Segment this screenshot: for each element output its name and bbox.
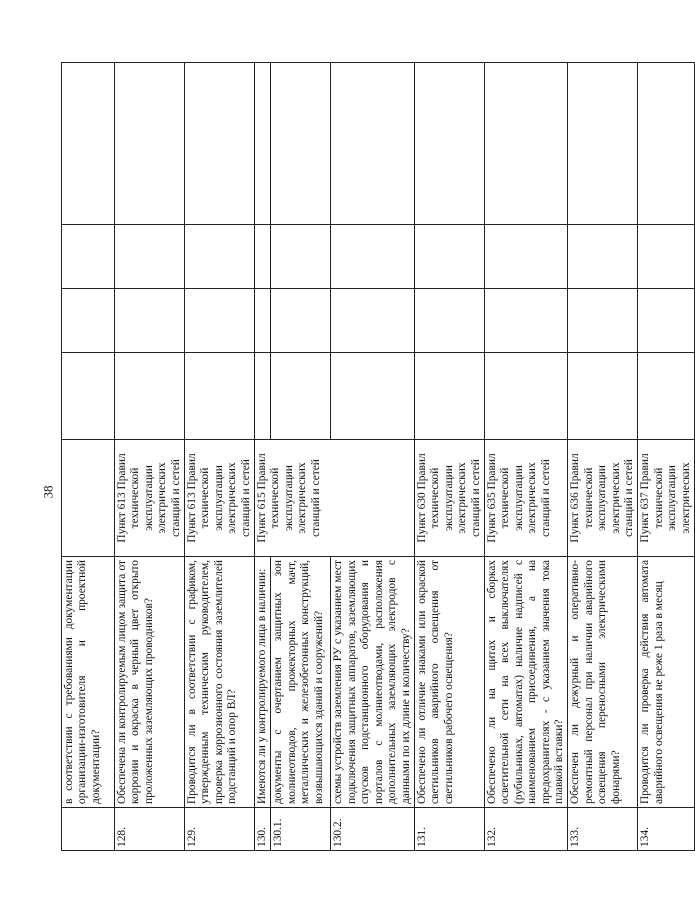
answer-cell [414,225,484,289]
table-row [185,63,255,851]
row-reference: Пункт 615 Правил технической эксплуатации электрических станций и сетей [255,440,415,557]
answer-cell [331,63,414,225]
answer-cell [568,225,638,289]
row-question: документы с очертанием защитных зон молниеотводов, прожекторных мачт, металлических и железобетонных конструкций, возвышающихся зданий и сооружений? [271,557,331,808]
answer-cell [568,289,638,353]
table-row [638,63,695,851]
row-number: 130.1. [271,808,331,851]
answer-cell [271,225,331,289]
answer-cell [185,63,255,225]
table-row [255,63,271,851]
answer-cell [115,63,185,225]
row-number: 133. [568,808,638,851]
row-reference: Пункт 636 Правил технической эксплуатации электрических станций и сетей [568,440,638,557]
answer-cell [638,289,695,353]
row-reference: Пункт 635 Правил технической эксплуатации электрических станций и сетей [484,440,567,557]
answer-cell [62,63,115,225]
answer-cell [638,225,695,289]
row-reference [62,440,115,557]
answer-cell [331,289,414,353]
row-question: Обеспечено ли на щитах и сборках осветительной сети на всех выключателях (рубильниках, автоматах) наличие надписей с наименованием присоединения, а на предохранителях - с указанием значения тока плавкой вставки? [484,557,567,808]
answer-cell [185,353,255,440]
answer-cell [255,63,271,225]
row-question: Обеспечено ли отличие знаками или окраской светильников аварийного освещения от светильников рабочего освещения? [414,557,484,808]
answer-cell [115,289,185,353]
table-row [115,63,185,851]
table-row [568,63,638,851]
answer-cell [62,289,115,353]
answer-cell [271,63,331,225]
page-number: 38 [40,485,56,499]
table-row [414,63,484,851]
row-question: в соответствии с требованиями документации организации-изготовителя и проектной документации? [62,557,115,808]
row-question: Имеются ли у контролируемого лица в наличии: [255,557,271,808]
row-number: 131. [414,808,484,851]
answer-cell [271,289,331,353]
answer-cell [484,225,567,289]
answer-cell [484,353,567,440]
answer-cell [271,353,331,440]
table-row [62,63,115,851]
table-row [484,63,567,851]
answer-cell [331,353,414,440]
answer-cell [255,225,271,289]
answer-cell [484,289,567,353]
row-number [62,808,115,851]
answer-cell [62,353,115,440]
checklist-table [61,62,695,851]
answer-cell [568,353,638,440]
answer-cell [638,63,695,225]
answer-cell [255,353,271,440]
row-question: схемы устройств заземления РУ с указанием мест подключения защитных аппаратов, заземляющих спусков подстанционного оборудования и порталов с молниеотводами, расположения дополнительных заземляющих электродов с данными по их длине и количеству? [331,557,414,808]
answer-cell [62,225,115,289]
answer-cell [638,353,695,440]
row-reference: Пункт 613 Правил технической эксплуатации электрических станций и сетей [115,440,185,557]
row-number: 134. [638,808,695,851]
answer-cell [185,225,255,289]
row-number: 129. [185,808,255,851]
row-reference: Пункт 613 Правил технической эксплуатации электрических станций и сетей [185,440,255,557]
row-number: 130. [255,808,271,851]
answer-cell [414,353,484,440]
row-question: Обеспечена ли контролируемым лицом защита от коррозии и окраска в черный цвет открыто проложенных заземляющих проводников? [115,557,185,808]
row-reference: Пункт 630 Правил технической эксплуатации электрических станций и сетей [414,440,484,557]
checklist-page [61,63,692,851]
row-number: 132. [484,808,567,851]
answer-cell [484,63,567,225]
answer-cell [115,353,185,440]
answer-cell [568,63,638,225]
answer-cell [331,225,414,289]
answer-cell [414,63,484,225]
row-reference: Пункт 637 Правил технической эксплуатации электрических [638,440,695,557]
row-number: 128. [115,808,185,851]
answer-cell [255,289,271,353]
row-number: 130.2. [331,808,414,851]
answer-cell [414,289,484,353]
row-question: Проводится ли проверка действия автомата аварийного освещения не реже 1 раза в месяц [638,557,695,808]
row-question: Обеспечен ли дежурный и оперативно-ремонтный персонал при наличии аварийного освещения переносными электрическими фонарями? [568,557,638,808]
answer-cell [115,225,185,289]
row-question: Проводится ли в соответствии с графиком, утвержденным техническим руководителем, проверка коррозионного состояния заземлителей подстанций и опор ВЛ? [185,557,255,808]
answer-cell [185,289,255,353]
